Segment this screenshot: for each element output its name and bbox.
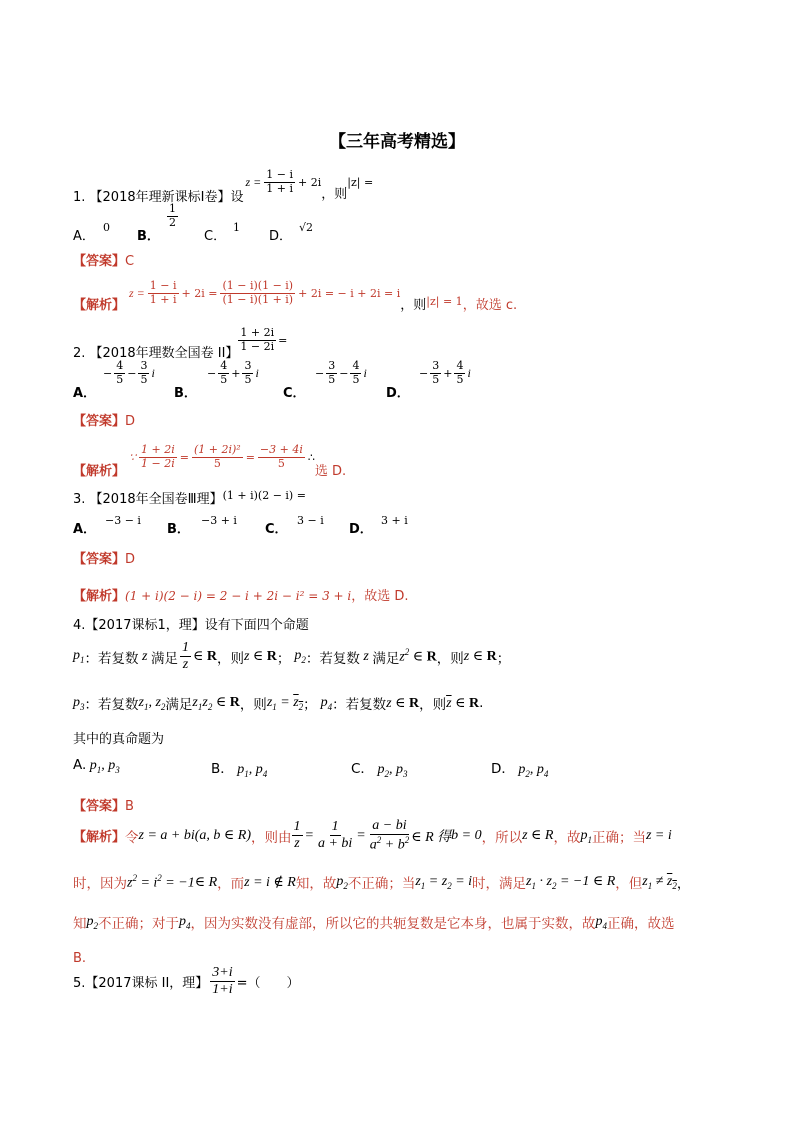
q1-opt-b-key: B．	[137, 229, 160, 244]
q1-analysis	[73, 274, 517, 313]
q2-answer-label: 【答案】	[73, 414, 126, 429]
q1-z-lhs: z =	[245, 175, 262, 189]
q4-s2-e: 不正确；当	[347, 876, 416, 892]
q4-opt-b-key: B．	[211, 761, 234, 777]
q2-opt-c-op: −	[339, 366, 349, 380]
q4-prefix: 4.【2017课标1，理】设有下面四个命题	[73, 618, 309, 633]
q4-p3-b: 满足	[165, 697, 193, 713]
q4-analysis-line4: B.	[73, 951, 87, 966]
q4-p4-var: $p_4$	[320, 694, 333, 712]
q3-answer-label: 【答案】	[73, 552, 126, 567]
q4-s3-c: ，因为实数没有虚部，所以它的共轭复数是它本身，也属于实数，故	[190, 916, 596, 932]
q2-opt-c-key: C．	[283, 386, 306, 401]
q1-sol-frac1	[148, 280, 179, 306]
q4-p3-var: $p_3$	[73, 694, 85, 712]
q2-sol-f2d: 5	[213, 457, 221, 470]
q1-sol-f1d: 1 + i	[149, 293, 177, 306]
q4-answer	[73, 795, 134, 814]
q1-opt-d-val: √2	[299, 221, 314, 234]
q1-rest: + 2i	[297, 176, 322, 189]
q3-sol: (1 + i)(2 − i) = 2 − i + 2i − i² = 3 + i	[125, 589, 352, 603]
q4-p1-c: ，则	[216, 650, 244, 667]
q3-opt-c-val: 3 − i	[297, 514, 324, 527]
q2-end: 选 D.	[314, 464, 347, 479]
q3-analysis-label: 【解析】	[73, 589, 126, 604]
q2-opt-c-d1: 5	[328, 372, 336, 386]
q4-s1-e: b = 0	[451, 827, 482, 843]
q2-sol-f3n: −3 + 4i	[259, 443, 303, 457]
q1-options	[73, 203, 773, 243]
q4-s1-g: z ∈ R	[522, 828, 554, 844]
q4-p2-var: $p_2$	[294, 648, 306, 665]
q2-opt-d-d1: 5	[432, 372, 440, 386]
q1-opt-d-key: D．	[269, 229, 293, 244]
q4-analysis-line3: 知 $p_2$ 不正确；对于 $p_4$ ，因为实数没有虚部，所以它的共轭复数是它本身，也属于实数，故 $p_4$ 正确，故选	[73, 913, 675, 932]
q4-analysis-label: 【解析】	[73, 830, 126, 846]
q4-p1-d: ；	[276, 650, 291, 667]
q4-opt-d-s2: 4	[543, 768, 549, 779]
q4-opt-a-key: A.	[73, 757, 87, 773]
q3-options	[73, 514, 773, 538]
q4-s3-a: 知	[73, 916, 87, 932]
q2-opt-d-op: +	[443, 366, 453, 380]
q1-sol-p2: + 2i = − i + 2i = i	[298, 287, 401, 300]
q2-opt-b-d2: 5	[244, 372, 252, 386]
q4-p4-b: ，则	[419, 697, 447, 713]
q4-opt-a-s2: 3	[115, 764, 120, 775]
q2-eq: =	[278, 334, 288, 347]
q4-s1-d: ∈ R 得	[411, 829, 452, 845]
q3-opt-d-key: D．	[349, 522, 373, 537]
q4-s3-b: 不正确；对于	[98, 916, 179, 932]
q3-opt-a-key: A．	[73, 522, 97, 537]
q2-opt-a-sign: −	[103, 366, 113, 380]
q2-opt-d-key: D．	[386, 386, 410, 401]
page-title: 【三年高考精选】	[329, 132, 465, 152]
q2-opt-c-sign: −	[315, 366, 325, 380]
q4-p1-p2: $p_1$ ：若复数 z 满足 $\frac{1}{z}$ ∈ R ，则 z ∈ R ； $p_2$ ：若复数 z 满足 $z^2$ ∈ R ，则 z ∈ R ；	[73, 640, 511, 673]
q1-sol-p1: + 2i =	[181, 287, 218, 300]
q4-p1-var: $p_1$	[73, 648, 85, 665]
q2-opt-d-n1: 3	[432, 359, 440, 372]
q2-opt-d-i: i	[467, 365, 471, 380]
q1-sol-f2n: (1 − i)(1 − i)	[222, 279, 294, 293]
q4-p4-c: .	[479, 695, 484, 711]
q4-p2-c: ，则	[436, 650, 464, 667]
q4-s2-f: 时，满足	[472, 876, 527, 892]
q2-opt-a	[103, 360, 155, 386]
q2-opt-b	[207, 360, 259, 386]
q3-analysis	[73, 585, 409, 604]
q5-stem	[73, 965, 300, 998]
q4-p3-a: ：若复数	[84, 697, 139, 713]
q4-opt-d-s1: 2	[525, 768, 530, 779]
q2-opt-a-d2: 5	[140, 372, 148, 386]
q1-absz: |z| =	[347, 176, 374, 189]
q4-opt-b-s2: 4	[262, 768, 268, 779]
q3-opt-d-val: 3 + i	[381, 514, 408, 527]
q2-stem	[73, 320, 287, 361]
q4-p4-a: ：若复数	[332, 697, 387, 713]
q4-s1-j: z = i	[645, 827, 672, 843]
q4-answer-label: 【答案】	[73, 799, 126, 814]
q2-expression	[238, 327, 287, 353]
q4-analysis-line2: 时，因为 $z^2 = i^2 = -1$ ∈ R ，而 z = i ∉ R 知，故 $p_2$ 不正确；当 $z_1 = z_2 = i$ 时，满足 $z_1 \cdot z_2 = -1$ ∈ R ，但 $z_1 \ne z_2$ ，	[73, 872, 691, 892]
q1-opt-c-key: C．	[204, 229, 227, 244]
q4-s1-b: z = a + bi(a, b ∈ R)	[138, 828, 251, 844]
q4-s1-h: ，故	[553, 829, 581, 846]
q4-opt-c-s2: 3	[402, 768, 408, 779]
q2-opt-c-n1: 3	[328, 359, 336, 372]
q2-sol-f3d: 5	[277, 457, 285, 470]
q4-p3-d: ；	[303, 697, 317, 713]
q2-fraction	[238, 327, 276, 353]
q2-solution-expr: ∵ $\frac{1 + 2i}{1 - 2i}$ = $\frac{\text{(1 + 2i)²}}{5}$ = $\frac{-3 + 4i}{5}$ ∴	[129, 443, 315, 470]
q2-opt-c-i: i	[363, 365, 367, 380]
q4-s2-a: 时，因为	[73, 876, 127, 892]
q2-opt-a-op: −	[127, 366, 137, 380]
q4-s2-b: ∈ R	[194, 874, 218, 890]
q5-frac-den: 1+i	[212, 982, 233, 998]
q4-opt-a-s1: 1	[96, 764, 102, 775]
q2-answer	[73, 410, 135, 429]
q1-expression	[245, 169, 321, 195]
q4-analysis-line1: 【解析】 令 z = a + bi(a, b ∈ R) ，则由 $\frac{1}{z}$ = $\frac{1}{a + bi}$ = $\frac{a - bi}{a^2 + b^2}$ ∈ R 得 b = 0 ，所以 z ∈ R ，故 $p_1$ 正确；当 z = i	[73, 818, 672, 853]
q2-opt-a-n1: 4	[116, 359, 124, 372]
q4-opt-d-key: D．	[491, 761, 515, 777]
q2-opt-c-n2: 4	[352, 359, 360, 372]
q2-prefix: 2. 【2018年理数全国卷 II】	[73, 346, 239, 361]
q2-opt-b-n1: 4	[220, 359, 228, 372]
q1-answer	[73, 250, 134, 269]
q1-opt-c-val: 1	[233, 221, 240, 234]
q2-sol-f1d: 1 − 2i	[141, 457, 175, 470]
q1-frac-den: 1 + i	[266, 182, 293, 195]
q2-opt-b-op: +	[231, 366, 241, 380]
q4-s1-fractions: $\frac{1}{z}$ = $\frac{1}{a + bi}$ = $\frac{a - bi}{a^2 + b^2}$	[293, 818, 410, 853]
q1-frac-num: 1 − i	[266, 168, 293, 182]
q1-prefix: 1. 【2018年理新课标I卷】设	[73, 190, 244, 205]
q4-p1-a: ：若复数	[84, 650, 139, 667]
q1-opt-a-val: 0	[103, 221, 110, 234]
q4-s2-c: ，而	[217, 876, 245, 892]
q2-opt-b-sign: −	[207, 366, 217, 380]
q1-sol-z: z =	[129, 286, 145, 300]
q1-opt-b-frac	[167, 203, 178, 229]
q1-then: ，则	[321, 187, 348, 202]
q2-because: ∵	[129, 451, 137, 464]
q1-opt-b-num: 1	[169, 202, 176, 215]
q4-s1-i: 正确；当	[591, 829, 646, 846]
q4-s3-d: 正确，故选	[607, 916, 675, 932]
q2-therefore: ∴	[307, 451, 315, 464]
q2-opt-a-n2: 3	[140, 359, 148, 372]
q2-opt-c	[315, 360, 367, 386]
q1-sol-frac2	[220, 280, 295, 306]
q2-opt-d	[419, 360, 471, 386]
q2-opt-d-n2: 4	[456, 359, 464, 372]
q5-prefix: 5.【2017课标 II，理】	[73, 976, 209, 992]
q4-s1-f: ，所以	[481, 829, 523, 846]
q2-opt-b-d1: 5	[220, 372, 228, 386]
q2-analysis	[73, 436, 346, 479]
q2-sol-f2n: (1 + 2i)²	[193, 443, 241, 457]
q3-opt-a-val: −3 − i	[105, 514, 141, 527]
q1-fraction	[264, 169, 295, 195]
q1-analysis-label: 【解析】	[73, 298, 126, 313]
q4-s1-a: 令	[125, 829, 139, 846]
q2-frac-num: 1 + 2i	[240, 326, 275, 340]
q4-s2-d: 知，故	[295, 876, 337, 892]
q2-opt-b-n2: 3	[244, 359, 252, 372]
q4-opt-c-s1: 2	[384, 768, 389, 779]
q3-prefix: 3. 【2018年全国卷Ⅲ理】	[73, 492, 223, 507]
q3-answer-value: D	[125, 552, 136, 567]
q1-answer-value: C	[125, 254, 135, 269]
q4-p2-a: ：若复数	[305, 650, 360, 667]
q2-analysis-label: 【解析】	[73, 464, 126, 479]
q4-p3-p4: $p_3$ ：若复数 $z_1$, $z_2$ 满足 $z_1z_2$ ∈ R ，则 $z_1 = z_2$ ； $p_4$ ：若复数 z ∈ R ，则 $\overline{z}$ ∈ R .	[73, 694, 484, 713]
q5-tail: =（ ）	[236, 976, 300, 992]
q4-options: A. $p_1$, $p_3$ B． $p_1$, $p_4$ C． $p_2$, $p_3$ D． $p_2$, $p_4$	[73, 757, 549, 779]
q2-opt-a-i: i	[151, 365, 155, 380]
q3-opt-b-key: B．	[167, 522, 190, 537]
q2-opt-b-i: i	[255, 365, 259, 380]
q5-frac-num: 3+i	[210, 965, 234, 982]
q2-answer-value: D	[125, 414, 136, 429]
q1-opt-b-den: 2	[169, 215, 176, 229]
q4-answer-value: B	[125, 799, 134, 814]
q4-opt-b-s1: 1	[244, 768, 249, 779]
q2-opt-d-sign: −	[419, 366, 429, 380]
q1-sol-end-a: ，则	[400, 298, 427, 313]
q4-which: 其中的真命题为	[73, 732, 165, 747]
q4-s2-g: ，但	[615, 876, 643, 892]
q1-answer-label: 【答案】	[73, 254, 126, 269]
q2-sol-f1n: 1 + 2i	[141, 443, 175, 457]
q2-opt-a-d1: 5	[116, 372, 124, 386]
q1-sol-f1n: 1 − i	[149, 279, 177, 293]
q2-options	[73, 360, 773, 400]
q3-expr: (1 + i)(2 − i) =	[222, 489, 306, 502]
q2-frac-den: 1 − 2i	[240, 340, 275, 353]
q1-opt-a-key: A．	[73, 229, 95, 244]
q3-opt-c-key: C．	[265, 522, 288, 537]
q3-sol-end: ，故选 D.	[351, 589, 409, 604]
q4-p2-d: ；	[496, 650, 511, 667]
q2-opt-c-d2: 5	[352, 372, 360, 386]
q2-opt-d-d2: 5	[456, 372, 464, 386]
q1-sol-end-c: ，故选 c.	[462, 298, 518, 313]
q4-p1-b: 满足	[150, 650, 178, 667]
q4-s1-c: ，则由	[251, 829, 292, 846]
q1-solution-expr	[129, 280, 400, 306]
q2-opt-a-key: A．	[73, 386, 97, 401]
q2-opt-b-key: B．	[174, 386, 197, 401]
q1-sol-f2d: (1 − i)(1 + i)	[222, 293, 294, 306]
q4-p2-b: 满足	[372, 650, 400, 667]
q3-opt-b-val: −3 + i	[201, 514, 237, 527]
q1-sol-end-b: |z| = 1	[426, 295, 463, 308]
q4-p3-c: ，则	[239, 697, 267, 713]
q1-stem	[73, 160, 373, 205]
q3-stem	[73, 484, 306, 507]
q3-answer	[73, 548, 135, 567]
q4-opt-c-key: C．	[351, 761, 374, 777]
